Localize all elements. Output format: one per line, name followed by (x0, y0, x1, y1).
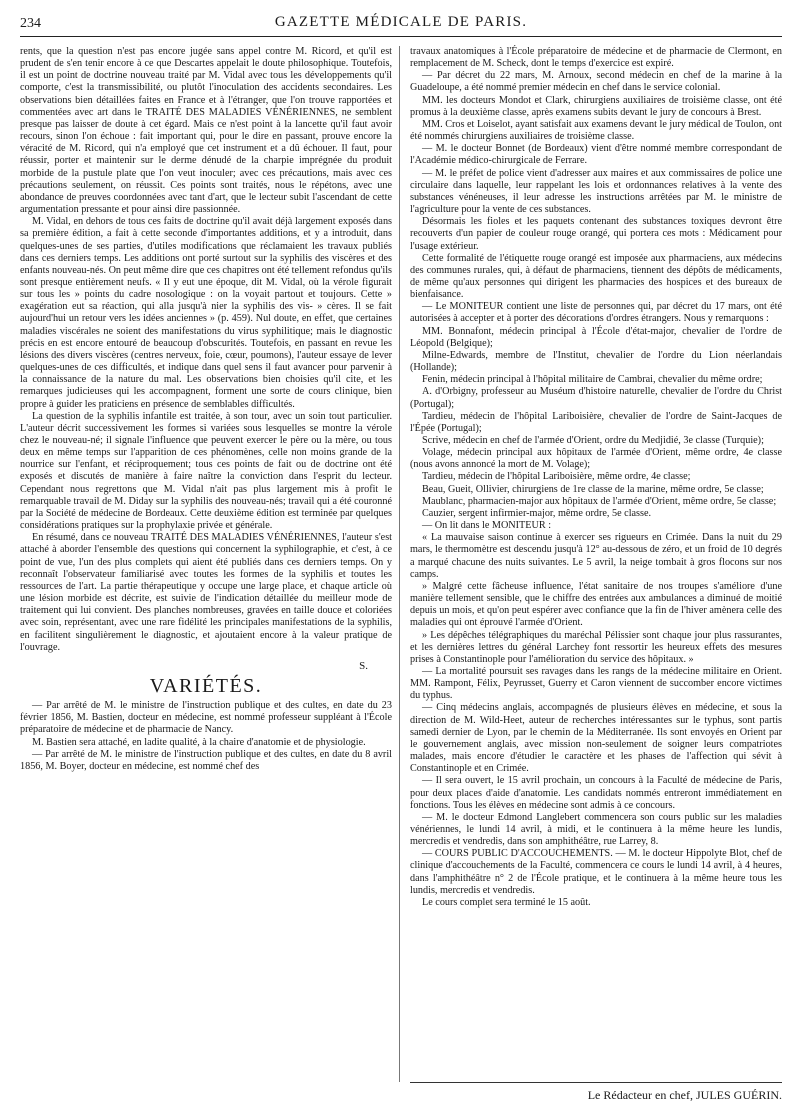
news-paragraph: — Il sera ouvert, le 15 avril prochain, un concours à la Faculté de médecine de Paris, pour deux places d'aide d'anatomie. Les candidats nommés entreront immédiatement en fonctions. Tous les élèves en médecine sont admis à ce concours. (410, 775, 782, 811)
news-paragraph: travaux anatomiques à l'École préparatoire de médecine et de pharmacie de Clermont, en remplacement de M. Scheck, dont le temps d'exercice est expiré. (410, 46, 782, 70)
news-paragraph: Désormais les fioles et les paquets contenant des substances toxiques devront être recouverts d'un papier de couleur rouge orangé, qui portera ces mots : Médicament pour l'usage extérieur. (410, 216, 782, 252)
news-paragraph: — M. le préfet de police vient d'adresser aux maires et aux commissaires de police une circulaire dans laquelle, leur rappelant les lois et ordonnances relatives à la vente des substances vénéneuses, il leur adresse les instructions arrêtées par M. le ministre de l'agriculture pour la vente de ces substances. (410, 167, 782, 216)
page-number: 234 (20, 16, 41, 31)
news-paragraph: — Par décret du 22 mars, M. Arnoux, second médecin en chef de la marine à la Guadeloupe, a été nommé premier médecin en chef dans le service colonial. (410, 70, 782, 94)
decoration-list-item: Volage, médecin principal aux hôpitaux de l'armée d'Orient, même ordre, 4e classe (nous avons annoncé la mort de M. Volage); (410, 447, 782, 471)
article-signature: S. (359, 659, 368, 672)
news-paragraph: — On lit dans le MONITEUR : (422, 520, 552, 532)
news-paragraph: M. Bastien sera attaché, en ladite qualité, à la chaire d'anatomie et de physiologie. (32, 736, 366, 748)
article-paragraph: La question de la syphilis infantile est traitée, à son tour, avec un soin tout particulier. L'auteur décrit successivement les formes si variées sous lesquelles se montre la vérole chez le nouveau-né; il signale l'influence que peuvent exercer le père ou la mère, ou tous deux en même temps sur l'apparition de ces phénomènes, celle non moins grande de la nourrice sur l'enfant, et réciproquement; tous ces points de fait ou de doctrine ont été exposés et discutés de manière à faire naître la conviction dans l'esprit du lecteur. Cependant nous regrettons que M. Vidal n'ait pas plus largement mis à profit le remarquable travail de M. Diday sur la syphilis des nouveau-nés; travail qui a été couronné par la Société de médecine de Bordeaux. Cette deuxième édition est terminée par quelques considérations pratiques sur la prophylaxie privée et générale. (20, 410, 392, 532)
decoration-list-item: Tardieu, médecin de l'hôpital Lariboisière, même ordre, 4e classe; (422, 471, 691, 483)
decoration-list-item: MM. Bonnafont, médecin principal à l'École d'état-major, chevalier de l'ordre de Léopold (Belgique); (410, 325, 782, 349)
left-column (20, 46, 392, 773)
article-paragraph: rents, que la question n'est pas encore jugée sans appel contre M. Ricord, et qu'il est prudent de s'en tenir encore à ce que Descartes appelait le doute philosophique. Toutefois, il est un point de doctrine nouveau traité par M. Vidal avec tous les développements qu'il comporte, c'est la transmissibilité, ou plutôt l'inoculation des accidents secondaires. Les observations bien détaillées faites en France et à l'étranger, que l'on trouve rapportées et commentées avec art dans le TRAITÉ DES MALADIES VÉNÉRIENNES, ne semblent presque pas laisser de doute à cet égard. Mais ce n'est point à la lancette qu'il faut avoir recours, sinon l'on échoue : fait important qui, pour le dire en passant, prouve encore la véracité de M. Ricord, qui n'a employé que cet instrument et a dû échouer. Il faut, pour réussir, porter et maintenir sur le derme dénudé de la charpie imprégnée du produit morbide de la pustule plate que l'on veut inoculer; avec ces précautions, mais avec ces précautions seulement, on réussit. Ces points sont traités, nous le répétons, avec une abondance de preuves coordonnées avec tant d'art, que le lecteur subit l'ascendant de cette argumentation pressante et pour ainsi dire passionnée. (20, 46, 392, 216)
news-paragraph: — M. le docteur Edmond Langlebert commencera son cours public sur les maladies vénériennes, le lundi 14 avril, à midi, et le continuera à la même heure les lundis, mercredis et vendredis, dans son amphithéâtre, rue Larrey, 8. (410, 811, 782, 848)
journal-title: GAZETTE MÉDICALE DE PARIS. (274, 14, 528, 30)
column-divider (399, 46, 400, 1082)
right-column (410, 46, 782, 909)
news-paragraph: — Le MONITEUR contient une liste de personnes qui, par décret du 17 mars, ont été autorisées à accepter et à porter des décorations d'ordres étrangers. Nous y remarquons : (410, 301, 782, 325)
news-paragraph: MM. les docteurs Mondot et Clark, chirurgiens auxiliaires de troisième classe, ont été promus à la deuxième classe, après examens subits devant le jury de concours à Brest. (410, 94, 782, 118)
decoration-list-item: Tardieu, médecin de l'hôpital Lariboisière, chevalier de l'ordre de Saint-Jacques de l'Épée (Portugal); (410, 410, 782, 434)
section-title-varietes: VARIÉTÉS. (149, 674, 263, 697)
decoration-list-item: Fenin, médecin principal à l'hôpital militaire de Cambrai, chevalier du même ordre; (422, 374, 763, 386)
decoration-list-item: Cauzier, sergent infirmier-major, même ordre, 5e classe. (422, 507, 652, 519)
page-header (20, 10, 782, 37)
news-paragraph: Le cours complet sera terminé le 15 août. (422, 896, 591, 908)
news-paragraph: — Par arrêté de M. le ministre de l'instruction publique et des cultes, en date du 8 avril 1856, M. Boyer, docteur en médecine, est nommé chef des (20, 748, 392, 772)
editor-signature: Le Rédacteur en chef, JULES GUÉRIN. (587, 1088, 782, 1102)
quote-paragraph: « La mauvaise saison continue à exercer ses rigueurs en Crimée. Dans la nuit du 29 mars, le thermomètre est descendu jusqu'à 12° au-dessous de zéro, et un froid de 10 degrés a marqué chacune des nuits suivantes. Le 5 avril, la neige tombait à gros flocons sur nos camps. (410, 532, 782, 580)
decoration-list-item: A. d'Orbigny, professeur au Muséum d'histoire naturelle, chevalier de l'ordre du Christ (Portugal); (410, 386, 782, 410)
news-paragraph: Cette formalité de l'étiquette rouge orangé est imposée aux pharmaciens, aux médecins des communes rurales, qui, à défaut de pharmaciens, tiennent des dépôts de médicaments, de même qu'aux personnes qui dirigent les pharmacies des hospices et des bureaux de bienfaisance. (410, 252, 782, 301)
article-paragraph: M. Vidal, en dehors de tous ces faits de doctrine qu'il avait déjà largement exposés dans sa première édition, a fait à cette seconde d'importantes additions, et y a introduit, dans quelques-unes de ses parties, d'utiles modifications que réclamaient les travaux publiés dans ces derniers temps. Les additions ont porté surtout sur la syphilis des viscères et des enfants nouveau-nés. On peut même dire que ces chapitres ont été tellement refondus qu'ils sont presque entièrement neufs. « Il y eut une époque, dit M. Vidal, où la vérole figurait sur tous les » points du cadre nosologique : on la voyait partout et toujours. Cette » exagération eut sa réaction, qui alla jusqu'à nier la syphilis des vis- » cères. Il se fait aujourd'hui un retour vers les idées anciennes » (p. 459). Nul doute, en effet, que certaines maladies viscérales ne soient des manifestations du virus syphilitique; mais le diagnostic précis en est encore entouré de beaucoup d'obscurités. Toutefois, en passant en revue les lésions des divers viscères (centres nerveux, foie, cœur, poumons), l'auteur essaye de lever quelques-unes de ces difficultés, et indique dans quel sens il faut avancer pour parvenir à la connaissance de la nature du mal. Les observations bien choisies qu'il cite, et les remarques judicieuses qui les accompagnent, forment une sorte de cours clinique, bien propre à guider les praticiens en présence de semblables difficultés. (20, 216, 392, 410)
footer-rule (410, 1082, 782, 1083)
news-paragraph: — La mortalité poursuit ses ravages dans les rangs de la médecine militaire en Orient. MM. Rampont, Félix, Peyrusset, Guerry et Caron viennent de succomber encore victimes du typhus. (410, 665, 782, 702)
news-paragraph: — Par arrêté de M. le ministre de l'instruction publique et des cultes, en date du 23 février 1856, M. Bastien, docteur en médecine, est nommé professeur suppléant à l'École préparatoire de médecine et de pharmacie de Nancy. (20, 700, 392, 736)
news-paragraph: — Cinq médecins anglais, accompagnés de plusieurs élèves en médecine, et sous la direction de M. Wild-Heet, auteur de recherches intéressantes sur le typhus, sont partis samedi dernier de Lyon, par le chemin de la Méditerranée. Ils sont envoyés en Orient par le gouvernement anglais, avec mission non-seulement de soigner leurs compatriotes malades, mais encore d'étudier le caractère et les phases de l'affection qui sévit à Constantinople et en Crimée. (410, 702, 782, 775)
decoration-list-item: Scrive, médecin en chef de l'armée d'Orient, ordre du Medjidié, 3e classe (Turquie); (422, 435, 764, 446)
news-paragraph: — M. le docteur Bonnet (de Bordeaux) vient d'être nommé membre correspondant de l'Académie médico-chirurgicale de Ferrare. (410, 143, 782, 167)
decoration-list-item: Milne-Edwards, membre de l'Institut, chevalier de l'ordre du Lion néerlandais (Hollande); (410, 349, 782, 374)
quote-paragraph: » Malgré cette fâcheuse influence, l'état sanitaire de nos troupes s'améliore d'une manière tellement sensible, que le chiffre des entrées aux ambulances a diminué de moitié depuis un mois, et qu'on peut espérer avec confiance que la fin de l'hiver amènera celle des maladies qui ont éprouvé l'armée d'Orient. (410, 580, 782, 629)
decoration-list-item: Maublanc, pharmacien-major aux hôpitaux de l'armée d'Orient, même ordre, 5e classe; (422, 495, 777, 507)
article-paragraph: En résumé, dans ce nouveau TRAITÉ DES MALADIES VÉNÉRIENNES, l'auteur s'est attaché à aborder l'ensemble des questions qui concernent la syphilographie, et c'est, à ce point de vue, l'un des plus complets qui aient été publiés dans ces derniers temps. On y reconnaît l'observateur familiarisé avec toutes les formes de la syphilis et toutes les ressources de l'art. La partie thérapeutique y occupe une large place, et chaque article où une lésion morbide est décrite, est suivie de l'indication détaillée du meilleur mode de traitement qui lui convient. Des planches nombreuses, gravées en taille douce et coloriées avec soin, représentant, avec une rare fidélité les principales manifestations de la syphilis, en facilitent singulièrement le diagnostic, et ajoutaient encore à la valeur pratique de l'ouvrage. (20, 532, 392, 653)
decoration-list-item: Beau, Gueit, Ollivier, chirurgiens de 1re classe de la marine, même ordre, 5e classe; (422, 483, 764, 495)
quote-paragraph: » Les dépêches télégraphiques du maréchal Pélissier sont chaque jour plus rassurantes, et les dernières lettres du général Larchey font ressortir les heureux effets des mesures prises à Constantinople pour l'amélioration du service des hôpitaux. » (410, 629, 782, 665)
news-paragraph: MM. Cros et Loiselot, ayant satisfait aux examens devant le jury médical de Toulon, ont été nommés chirurgiens auxiliaires de troisième classe. (410, 118, 782, 143)
news-paragraph: — COURS PUBLIC D'ACCOUCHEMENTS. — M. le docteur Hippolyte Blot, chef de clinique d'accouchements de la Faculté, commencera ce cours le lundi 14 avril, à 4 heures, dans l'amphithéâtre n° 2 de l'École pratique, et le continuera à la même heure tous les lundis, mercredis et vendredis. (410, 848, 782, 896)
